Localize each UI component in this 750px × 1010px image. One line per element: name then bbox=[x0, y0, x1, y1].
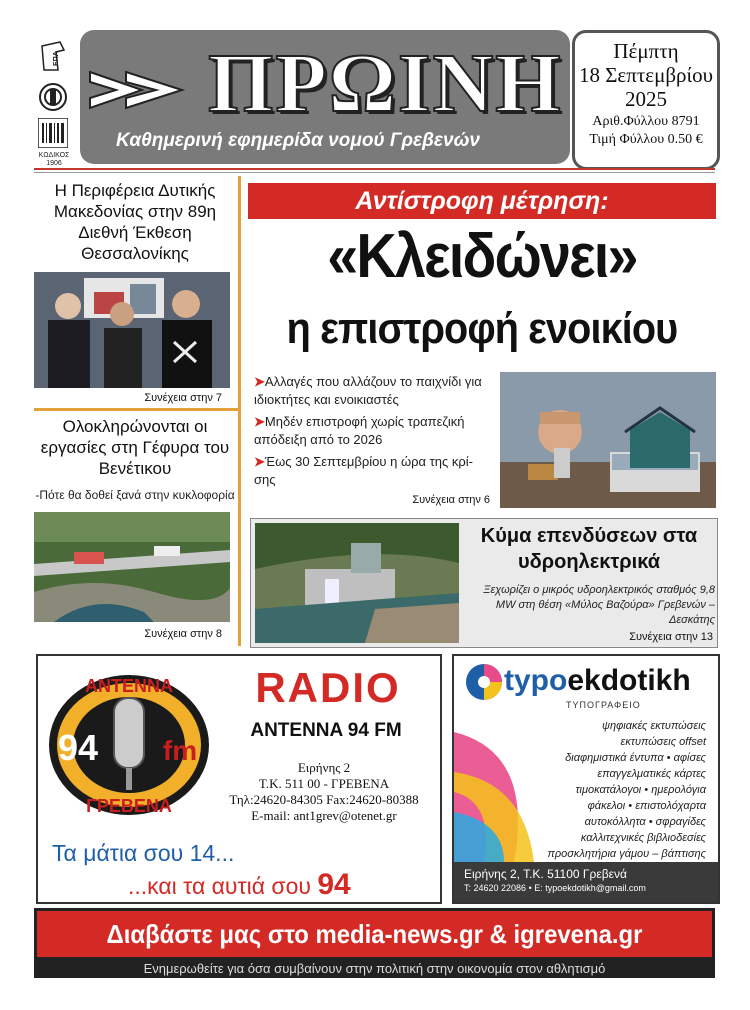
typo-footer bbox=[454, 862, 718, 902]
typo-brand-second: ekdotikh bbox=[567, 664, 691, 697]
typo-brand-sub: ΤΥΠΟΓΡΑΦΕΙΟ bbox=[566, 700, 641, 710]
left-story-1-continue[interactable]: Συνέχεια στην 7 bbox=[144, 392, 222, 404]
left-story-2-title[interactable]: Ολοκληρώνονται οι εργασίες στη Γέφυρα του Βενέτικου bbox=[40, 417, 230, 478]
antenna-logo-top: ΑΝΤΕΝΝΑ bbox=[85, 676, 173, 696]
weekday: Πέμπτη bbox=[613, 39, 679, 63]
left-story-1-title[interactable]: Η Περιφέρεια Δυτικής Μακεδονίας στην 89η Διεθνή Έκθεση Θεσσαλονίκης bbox=[53, 181, 217, 263]
service-item: διαφημιστικά έντυπα • αφίσες bbox=[565, 752, 706, 764]
footer-strip: Ενημερωθείτε για όσα συμβαίνουν στην πολιτική στην οικονομία στον αθλητισμό bbox=[34, 960, 715, 978]
bullet-text: Αλλαγές που αλλάζουν το παιχνίδι για ιδιοκτήτες και ενοικιαστές bbox=[254, 374, 482, 407]
hydro-photo bbox=[255, 523, 459, 643]
kicker-band bbox=[248, 183, 716, 219]
service-item: επαγγελματικές κάρτες bbox=[597, 768, 706, 780]
typo-contact[interactable]: Τ: 24620 22086 • E: typoekdotikh@gmail.com bbox=[464, 883, 646, 893]
arrow-logo-icon bbox=[86, 68, 196, 112]
issue-number: Αριθ.Φύλλου 8791 bbox=[592, 114, 700, 129]
date-box bbox=[572, 30, 720, 170]
antenna-logo-fm: fm bbox=[162, 735, 198, 766]
service-item: αυτοκόλλητα • σφραγίδες bbox=[584, 816, 706, 828]
bullet-item bbox=[254, 373, 494, 409]
radio-slogan-2-number: 94 bbox=[317, 868, 351, 901]
bullet-arrow-icon: ➤ bbox=[254, 374, 265, 389]
bullet-item bbox=[254, 453, 494, 489]
service-item: εκτυπώσεις offset bbox=[620, 736, 706, 748]
seal-icon bbox=[38, 82, 68, 112]
bullet-item bbox=[254, 413, 494, 449]
epa-postal-icon bbox=[38, 40, 68, 74]
typo-brand-first: typo bbox=[504, 664, 568, 697]
antenna-logo bbox=[44, 670, 214, 820]
main-story-bullets bbox=[254, 373, 494, 489]
left-story-divider bbox=[34, 408, 238, 411]
radio-email[interactable]: E-mail: ant1grev@otenet.gr bbox=[251, 808, 397, 823]
service-item: προσκλητήρια γάμου – βάπτισης bbox=[547, 848, 706, 860]
radio-postal: Τ.Κ. 511 00 - ΓΡΕΒΕΝΑ bbox=[258, 776, 390, 791]
epa-label: ΕΠΑ bbox=[53, 51, 60, 66]
typo-logo-icon bbox=[464, 662, 504, 702]
microphone-icon bbox=[114, 698, 144, 768]
issue-price: Τιμή Φύλλου 0.50 € bbox=[589, 132, 703, 147]
radio-contact bbox=[214, 760, 434, 824]
tagline: Καθημερινή εφημερίδα νομού Γρεβενών bbox=[116, 130, 480, 151]
left-story-2-continue[interactable]: Συνέχεια στην 8 bbox=[144, 628, 222, 640]
year: 2025 bbox=[625, 87, 667, 111]
main-story-subheadline[interactable]: η επιστροφή ενοικίου bbox=[286, 304, 678, 353]
typo-services bbox=[534, 718, 706, 862]
radio-slogan-2-text: ...και τα αυτιά σου bbox=[128, 873, 311, 899]
hydro-continue[interactable]: Συνέχεια στην 13 bbox=[629, 631, 713, 643]
footer-banner-text: Διαβάστε μας στο media-news.gr & igrevena.gr bbox=[106, 919, 643, 949]
bullet-text: Μηδέν επιστροφή χωρίς τραπεζική απόδειξη από το 2026 bbox=[254, 414, 465, 447]
typoekdotikh-ad[interactable] bbox=[452, 654, 720, 904]
masthead bbox=[80, 30, 570, 164]
radio-slogan-1: Τα μάτια σου 14... bbox=[52, 840, 235, 866]
radio-phones: Τηλ:24620-84305 Fax:24620-80388 bbox=[229, 792, 419, 807]
main-story-kicker: Αντίστροφη μέτρηση: bbox=[355, 187, 609, 215]
postal-code-label: ΚΩΔΙΚΟΣ bbox=[38, 152, 70, 159]
main-story-headline[interactable]: «Κλειδώνει» bbox=[327, 222, 637, 291]
bullet-arrow-icon: ➤ bbox=[254, 414, 265, 429]
bullet-text: Έως 30 Σεπτεμβρίου η ώρα της κρί-σης bbox=[254, 454, 474, 487]
antenna-logo-number: 94 bbox=[57, 727, 99, 768]
service-item: τιμοκατάλογοι • ημερολόγια bbox=[575, 784, 706, 796]
bullet-arrow-icon: ➤ bbox=[254, 454, 265, 469]
left-column bbox=[34, 176, 236, 646]
typo-address: Ειρήνης 2, Τ.Κ. 51100 Γρεβενά bbox=[464, 867, 627, 881]
service-item: ψηφιακές εκτυπώσεις bbox=[602, 720, 706, 732]
postal-code-value: 1906 bbox=[46, 160, 62, 167]
radio-station: ANTENNA 94 FM bbox=[250, 720, 402, 741]
service-item: καλλιτεχνικές βιβλιοδεσίες bbox=[580, 832, 706, 844]
header-divider bbox=[34, 168, 715, 170]
radio-title: RADIO bbox=[255, 664, 401, 711]
footer-banner[interactable] bbox=[34, 908, 715, 960]
hydro-body: Ξεχωρίζει ο μικρός υδροηλεκτρικός σταθμός 9,8 MW στη θέση «Μύλος Βαζούρα» Γρεβενών – Δεσκάτης bbox=[483, 584, 715, 626]
typo-brand bbox=[504, 664, 691, 698]
hydro-title[interactable]: Κύμα επενδύσεων στα υδροηλεκτρικά bbox=[480, 525, 698, 573]
service-item: φάκελοι • επιστολόχαρτα bbox=[587, 800, 706, 812]
column-separator bbox=[238, 176, 241, 646]
radio-street: Ειρήνης 2 bbox=[297, 760, 351, 775]
newspaper-title: ΠΡΩΙΝΗ bbox=[208, 37, 563, 130]
left-story-2-photo bbox=[34, 512, 230, 622]
date: 18 Σεπτεμβρίου bbox=[578, 63, 714, 87]
postal-badges bbox=[34, 40, 74, 170]
radio-ad[interactable] bbox=[36, 654, 442, 904]
header-divider-thin bbox=[34, 172, 715, 173]
radio-slogan-2 bbox=[128, 868, 351, 902]
main-story-continue[interactable]: Συνέχεια στην 6 bbox=[412, 494, 490, 506]
antenna-logo-bottom: ΓΡΕΒΕΝΑ bbox=[86, 796, 172, 816]
left-story-2-subtitle: -Πότε θα δοθεί ξανά στην κυκλοφορία bbox=[35, 488, 235, 502]
barcode-icon bbox=[38, 118, 68, 148]
hydro-story bbox=[250, 518, 718, 648]
left-story-1-photo bbox=[34, 272, 230, 388]
main-story-photo bbox=[500, 372, 716, 508]
postal-code bbox=[34, 152, 74, 168]
